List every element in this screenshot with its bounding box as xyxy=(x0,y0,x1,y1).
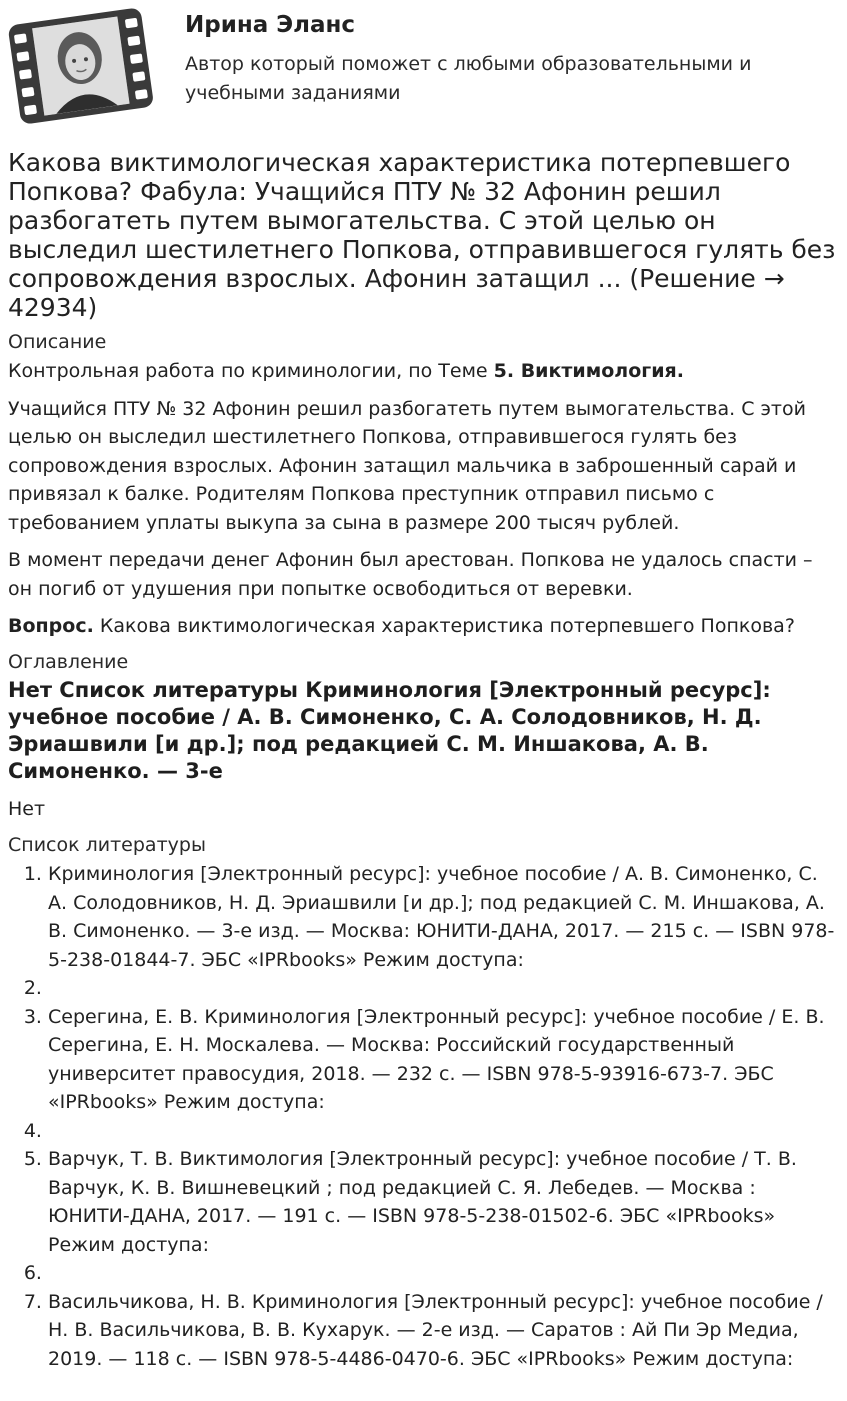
description-paragraph-1: Учащийся ПТУ № 32 Афонин решил разбогатеть путем вымогательства. С этой целью он выследил шестилетнего Попкова, отправившегося гулять без сопровождения взрослых. Афонин затащил мальчика в заброшенный сарай и привязал к балке. Родителям Попкова преступник отправил письмо с требованием уплаты выкупа за сына в размере 200 тысяч рублей. xyxy=(8,397,806,534)
question-text: Какова виктимологическая характеристика потерпевшего Попкова? xyxy=(93,615,795,637)
intro-topic: 5. Виктимология. xyxy=(493,360,684,382)
toc-label: Оглавление xyxy=(8,650,129,673)
author-description: Автор который поможет с любыми образовательными и учебными заданиями xyxy=(185,53,752,104)
main-content xyxy=(8,148,838,1373)
list-item: 1. Криминология [Электронный ресурс]: учебное пособие / А. В. Симоненко, С. А. Солодовников, Н. Д. Эриашвили [и др.]; под редакцией С. М. Иншакова, А. В. Симоненко. — 3-е изд. — Москва: ЮНИТИ-ДАНА, 2017. — 215 c. — ISBN 978-5-238-01844-7. ЭБС «IPRbooks» Режим доступа: xyxy=(48,860,838,974)
description-intro xyxy=(8,357,838,386)
description-question xyxy=(8,612,838,641)
list-item: 3. Серегина, Е. В. Криминология [Электронный ресурс]: учебное пособие / Е. В. Серегина, Е. Н. Москалева. — Москва: Российский государственный университет правосудия, 2018. — 232 c. — ISBN 978-5-93916-673-7. ЭБС «IPRbooks» Режим доступа: xyxy=(48,1003,838,1117)
references-list xyxy=(8,860,838,1373)
description-label: Описание xyxy=(8,331,107,353)
toc-text: Нет xyxy=(8,797,46,820)
question-label: Вопрос. xyxy=(8,615,94,637)
author-name[interactable]: Ирина Эланс xyxy=(185,12,356,38)
list-item xyxy=(48,1117,838,1146)
page-title: Какова виктимологическая характеристика потерпевшего Попкова? Фабула: Учащийся ПТУ № 32 Афонин решил разбогатеть путем вымогательства. С этой целью он выследил шестилетнего Попкова, отправившегося гулять без сопровождения взрослых. Афонин затащил ... (Решение → 42934) xyxy=(8,148,836,322)
author-header xyxy=(0,0,847,140)
list-item xyxy=(48,974,838,1003)
intro-text: Контрольная работа по криминологии, по Теме xyxy=(8,360,494,382)
toc-title: Нет Список литературы Криминология [Электронный ресурс]: учебное пособие / А. В. Симоненко, С. А. Солодовников, Н. Д. Эриашвили [и др.]; под редакцией С. М. Иншакова, А. В. Симоненко. — 3-е xyxy=(8,677,771,783)
list-item: 7. Васильчикова, Н. В. Криминология [Электронный ресурс]: учебное пособие / Н. В. Васильчикова, В. В. Кухарук. — 2-е изд. — Саратов : Ай Пи Эр Медиа, 2019. — 118 c. — ISBN 978-5-4486-0470-6. ЭБС «IPRbooks» Режим доступа: xyxy=(48,1288,838,1374)
list-item xyxy=(48,1259,838,1288)
references-label: Список литературы xyxy=(8,834,206,856)
avatar[interactable] xyxy=(6,6,156,128)
description-paragraph-2: В момент передачи денег Афонин был арестован. Попкова не удалось спасти – он погиб от удушения при попытке освободиться от веревки. xyxy=(8,549,813,600)
film-strip-portrait-icon xyxy=(6,6,156,128)
list-item: 5. Варчук, Т. В. Виктимология [Электронный ресурс]: учебное пособие / Т. В. Варчук, К. В. Вишневецкий ; под редакцией С. Я. Лебедев. — Москва : ЮНИТИ-ДАНА, 2017. — 191 c. — ISBN 978-5-238-01502-6. ЭБС «IPRbooks» Режим доступа: xyxy=(48,1145,838,1259)
